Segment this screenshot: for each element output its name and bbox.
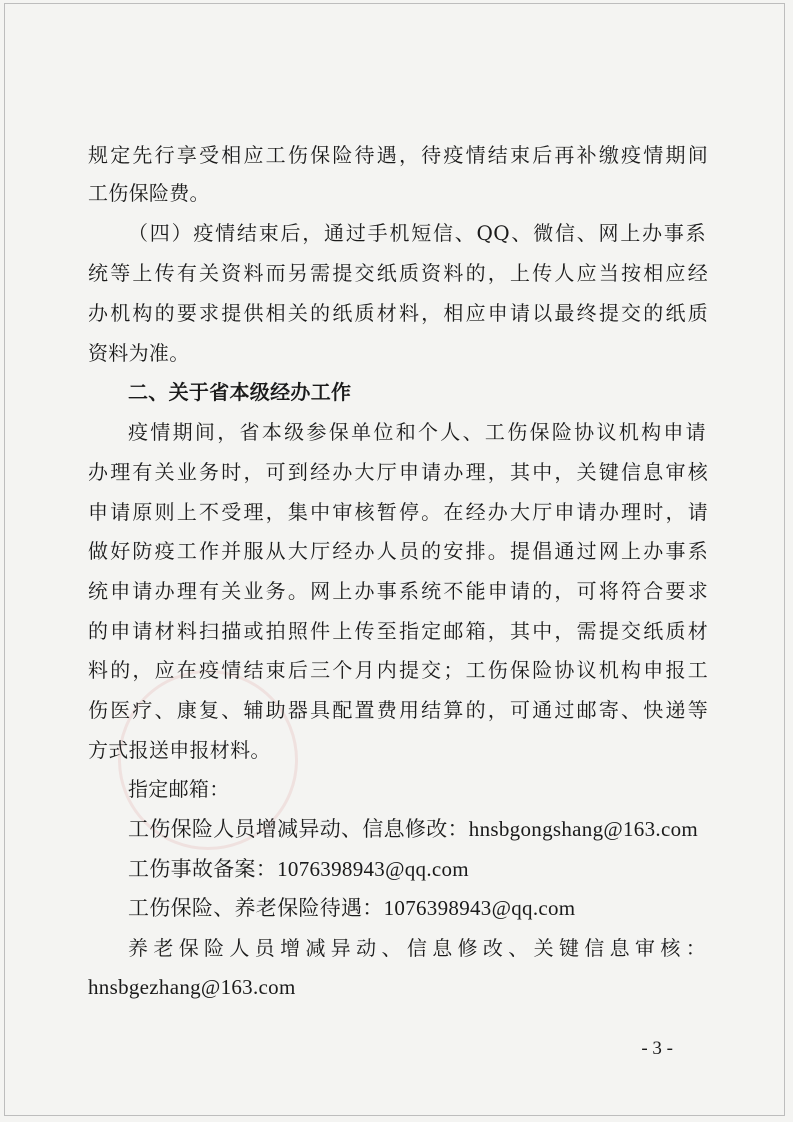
section-heading: 二、关于省本级经办工作	[128, 380, 352, 404]
email-line: 工伤保险、养老保险待遇：1076398943@qq.com	[128, 896, 576, 920]
text-line: 做好防疫工作并服从大厅经办人员的安排。提倡通过网上办事系	[88, 539, 708, 563]
page-number: - 3 -	[641, 1038, 673, 1059]
text-line: （四）疫情结束后，通过手机短信、QQ、微信、网上办事系	[128, 221, 706, 245]
text-line: 办理有关业务时，可到经办大厅申请办理，其中，关键信息审核	[88, 460, 708, 484]
text-line: 养老保险人员增减异动、信息修改、关键信息审核：	[128, 936, 706, 960]
text-line: 的申请材料扫描或拍照件上传至指定邮箱，其中，需提交纸质材	[88, 619, 708, 643]
text-line: 疫情期间，省本级参保单位和个人、工伤保险协议机构申请	[128, 420, 706, 444]
text-line: 规定先行享受相应工伤保险待遇，待疫情结束后再补缴疫情期间	[88, 143, 708, 167]
text-line: 伤医疗、康复、辅助器具配置费用结算的，可通过邮寄、快递等	[88, 698, 708, 722]
email-line: 工伤事故备案：1076398943@qq.com	[128, 857, 469, 881]
text-line: 统申请办理有关业务。网上办事系统不能申请的，可将符合要求	[88, 579, 708, 603]
text-line: 资料为准。	[88, 341, 190, 365]
text-line: 料的，应在疫情结束后三个月内提交；工伤保险协议机构申报工	[88, 658, 708, 682]
email-line: hnsbgezhang@163.com	[88, 975, 296, 999]
email-line: 工伤保险人员增减异动、信息修改：hnsbgongshang@163.com	[128, 817, 699, 841]
text-line: 工伤保险费。	[88, 181, 210, 205]
text-line: 申请原则上不受理，集中审核暂停。在经办大厅申请办理时，请	[88, 500, 708, 524]
text-line: 办机构的要求提供相关的纸质材料，相应申请以最终提交的纸质	[88, 301, 708, 325]
email-list-label: 指定邮箱：	[128, 777, 230, 801]
text-line: 方式报送申报材料。	[88, 738, 271, 762]
text-line: 统等上传有关资料而另需提交纸质资料的，上传人应当按相应经	[88, 261, 708, 285]
